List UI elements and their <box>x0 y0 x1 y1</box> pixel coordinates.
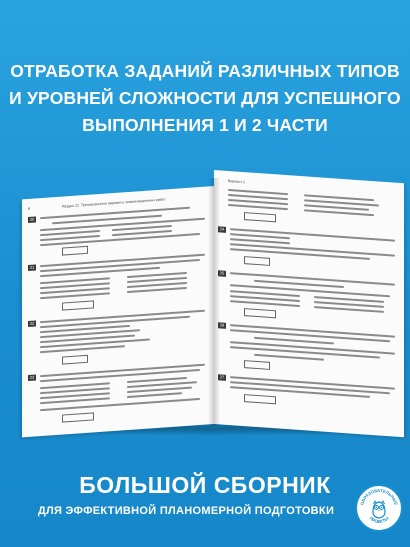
svg-text:ПРОЕКТЫ <box>368 516 389 525</box>
logo-text-bottom: ПРОЕКТЫ <box>368 515 390 525</box>
footer-title: БОЛЬШОЙ СБОРНИК <box>79 472 331 498</box>
answer-grid <box>62 355 88 365</box>
left-page-number: 8 <box>28 206 30 212</box>
publisher-logo <box>355 484 403 532</box>
text-line <box>127 392 182 397</box>
answer-grid <box>244 308 276 318</box>
text-line <box>230 284 390 297</box>
text-line <box>40 292 110 298</box>
headline-line-3: ВЫПОЛНЕНИЯ 1 И 2 ЧАСТИ <box>82 115 328 135</box>
footer-subtitle: ДЛЯ ЭФФЕКТИВНОЙ ПЛАНОМЕРНОЙ ПОДГОТОВКИ <box>37 505 335 517</box>
answer-grid <box>244 256 270 266</box>
text-line <box>228 204 288 210</box>
headline <box>0 58 410 139</box>
book-spine <box>208 178 220 426</box>
left-runhead: Раздел 22. Тренировочные варианты экзаменационных работ <box>62 197 166 209</box>
task-number: 20 <box>29 216 35 222</box>
right-runhead: Вариант 1 <box>228 178 246 185</box>
task-number: 25 <box>219 270 225 276</box>
task-number: 26 <box>219 322 225 328</box>
book-right-page <box>214 170 404 437</box>
task-number: 21 <box>29 264 35 270</box>
answer-grid <box>62 412 94 422</box>
logo-text-top: ОБРАЗОВАТЕЛЬНЫЕ <box>359 487 399 506</box>
text-line <box>304 209 374 215</box>
headline-line-2: И УРОВНЕЙ СЛОЖНОСТИ ДЛЯ УСПЕШНОГО <box>9 88 401 108</box>
task-number: 22 <box>29 320 35 326</box>
text-line <box>127 287 187 293</box>
text-line <box>254 354 324 360</box>
book-left-page <box>22 186 214 437</box>
task-number: 27 <box>219 374 225 380</box>
answer-grid <box>62 300 94 310</box>
task-number: 23 <box>29 374 35 380</box>
text-line <box>230 300 300 306</box>
text-line <box>40 397 110 403</box>
headline-line-1: ОТРАБОТКА ЗАДАНИЙ РАЗЛИЧНЫХ ТИПОВ <box>10 61 400 81</box>
text-line <box>127 387 192 393</box>
svg-text:ОБРАЗОВАТЕЛЬНЫЕ <box>359 488 398 506</box>
answer-grid <box>62 246 88 256</box>
answer-grid <box>244 394 276 404</box>
answer-grid <box>244 212 276 222</box>
task-number: 24 <box>219 226 225 232</box>
text-line <box>314 306 384 312</box>
answer-grid <box>244 360 270 370</box>
publisher-logo-icon <box>357 486 401 530</box>
open-book-illustration <box>22 170 402 435</box>
owl-icon <box>373 501 385 518</box>
